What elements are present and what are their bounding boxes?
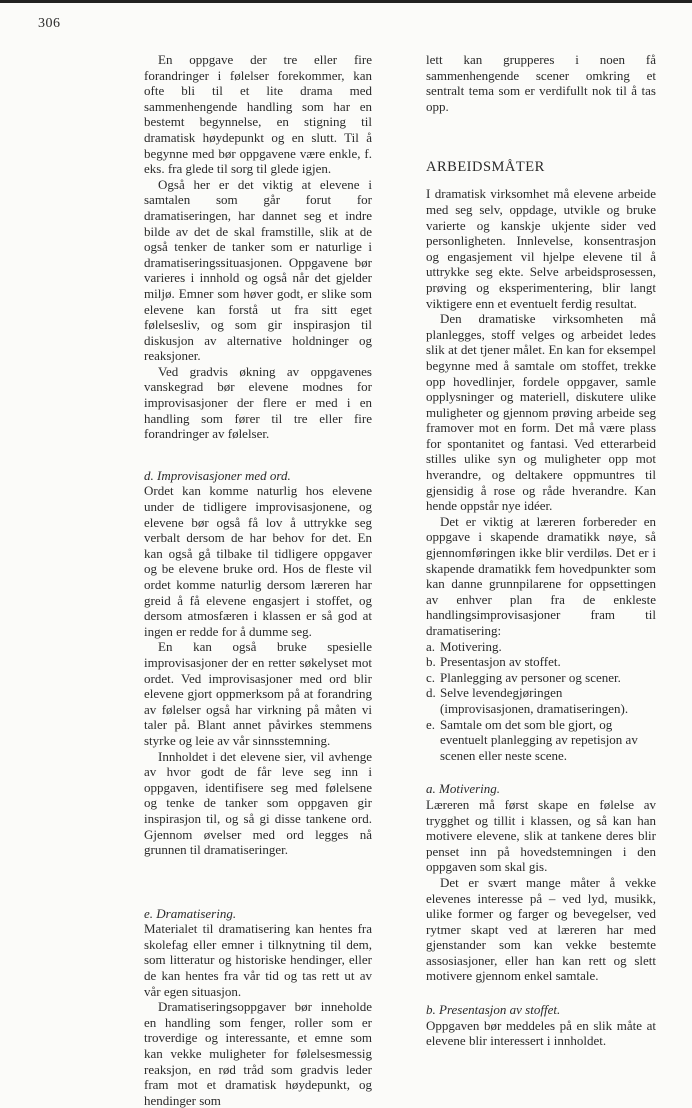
list-marker: c. <box>426 669 436 685</box>
hovedpunkter-list <box>426 639 656 764</box>
paragraph: Også her er det viktig at elevene i samtalen som går forut for dramatiseringen, har dannet seg et indre bilde av det de skal framstille, slik at de også tenker de tanker som er naturlige i dramatiseringssituasjonen. Oppgavene bør varieres i innhold og også når det gjelder miljø. Emner som høver godt, er slike som elevene kan forstå ut fra sitt eget følelsesliv, og som gir inspirasjon til diskusjon av alternative holdninger og reaksjoner. <box>144 176 372 364</box>
paragraph: Det er svært mange måter å vekke elevenes interesse på – ved lyd, musikk, ulike former og farger og bevegelser, ved rytmer skapt ved at læreren har med gjenstander som kan vekke bestemte assosiasjoner, eller han kan rett og slett motivere gjennom enkel samtale. <box>426 874 656 984</box>
spacer <box>144 858 372 906</box>
paragraph: lett kan grupperes i noen få sammenhengende scener omkring et sentralt tema som er verdifullt nok til å tas opp. <box>426 52 656 114</box>
left-column <box>144 52 372 1108</box>
paragraph: Den dramatiske virksomheten må planlegges, stoff velges og arbeidet ledes slik at det tjener målet. En kan for eksempel begynne med å samtale om stoffet, trekke opp hovedlinjer, fordele oppgaver, samle opplysninger og materiell, diskutere ulike muligheter og gjennom prøving arbeide seg framover mot en form. Det må være plass for spontanitet og fantasi. Ved etterarbeid stilles ulike syn og muligheter opp mot hverandre, og deltakere oppmuntres til gjensidig å rose og råde hverandre. Kan hende oppstår nye idéer. <box>426 311 656 514</box>
section-heading-e: e. Dramatisering. <box>144 905 237 921</box>
spacer <box>144 442 372 468</box>
paragraph: I dramatisk virksomhet må elevene arbeide med seg selv, oppdage, utvikle og bruke varierte og kanskje ukjente sider ved personligheten. Innlevelse, konsentrasjon og engasjement vil hjelpe elevene til å uttrykke seg ekte. Selve arbeidsprosessen, prøving og eksperimentering, blir langt viktigere enn et eventuelt ferdig resultat. <box>426 186 656 311</box>
right-column <box>426 52 656 1049</box>
list-item <box>426 670 656 686</box>
section-heading-b: b. Presentasjon av stoffet. <box>426 1002 561 1018</box>
paragraph: En kan også bruke spesielle improvisasjoner der en retter søkelyset mot ordet. Ved improvisasjoner med ord blir elevene gjort oppmerksom på at forandring av følelser også har virkning på måten vi taler på. Blant annet påvirkes stemmens styrke og leie av vår sinnsstemning. <box>144 639 372 748</box>
spacer <box>426 114 656 158</box>
list-marker: a. <box>426 638 436 654</box>
list-text: Presentasjon av stoffet. <box>440 654 561 670</box>
paragraph: Ved gradvis økning av oppgavenes vanskegrad bør elevene modnes for improvisasjoner der flere er med i en handling som fører til tre eller fire forandringer av følelser. <box>144 363 372 442</box>
top-rule <box>0 0 692 3</box>
paragraph: En oppgave der tre eller fire forandringer i følelser forekommer, kan ofte bli til et lite drama med sammenhengende handling som har en bestemt begynnelse, en stigning til dramatisk høydepunkt og en slutt. Til å begynne med bør oppgavene være enkle, f. eks. fra glede til sorg til glede igjen. <box>144 52 372 177</box>
list-item <box>426 685 656 716</box>
spacer <box>426 984 656 1002</box>
list-marker: b. <box>426 654 436 670</box>
section-heading-a: a. Motivering. <box>426 781 501 797</box>
paragraph: Læreren må først skape en følelse av trygghet og tillit i klassen, og så kan han motivere elevene, slik at tankene deres blir penset inn på hovedstemningen i den oppgaven som skal gis. <box>426 796 656 875</box>
paragraph: Ordet kan komme naturlig hos elevene under de tidligere improvisasjonene, og elevene bør også få lov å uttrykke seg verbalt dersom de har behov for det. En kan også gå tilbake til tidligere oppgaver og be elevene bruke ord. Hos de fleste vil ordet komme naturlig dersom læreren har greid å få elevene engasjert i stoffet, og dersom atmosfæren i klassen er så god at ingen er redde for å dumme seg. <box>144 483 372 639</box>
paragraph: Materialet til dramatisering kan hentes fra skolefag eller emner i tilknytning til dem, som litteratur og historiske hendinger, eller de kan hentes fra vår tid og tas rett ut av vår egen situasjon. <box>144 921 372 999</box>
list-item <box>426 717 656 764</box>
paragraph: Innholdet i det elevene sier, vil avhenge av hvor godt de får leve seg inn i oppgaven, identifisere seg med følelsene og tenke de tanker som oppgaven gir inspirasjon til, og så gi disse tankene ord. Gjennom øvelser med ord legges nå grunnen til dramatiseringer. <box>144 748 372 858</box>
list-item <box>426 654 656 670</box>
section-heading-arbeidsmater: ARBEIDSMÅTER <box>426 159 545 176</box>
list-marker: d. <box>426 685 436 701</box>
list-text: Selve levendegjøringen (improvisasjonen, dramatiseringen). <box>440 685 629 716</box>
list-text: Planlegging av personer og scener. <box>440 669 621 685</box>
paragraph: Det er viktig at læreren forbereder en oppgave i skapende dramatikk nøye, så gjennomføringen ikke blir verdiløs. Det er i skapende dramatikk fem hovedpunkter som kan danne grunnpilarene for oppsettingen av enhver plan fra de enkleste handlingsimprovisasjoner fram til dramatisering: <box>426 513 656 638</box>
spacer <box>426 763 656 781</box>
list-item <box>426 639 656 655</box>
list-text: Samtale om det som ble gjort, og eventuelt planlegging av repetisjon av scenen eller neste scene. <box>440 716 638 763</box>
paragraph: Oppgaven bør meddeles på en slik måte at elevene blir interessert i innholdet. <box>426 1017 656 1049</box>
paragraph: Dramatiseringsoppgaver bør inneholde en handling som fenger, roller som er troverdige og interessante, et emne som kan vekke muligheter for følelsesmessig reaksjon, en rød tråd som gradvis leder fram mot et dramatisk høydepunkt, og hendinger som <box>144 999 372 1108</box>
list-marker: e. <box>426 716 436 732</box>
list-text: Motivering. <box>440 638 502 654</box>
section-heading-d: d. Improvisasjoner med ord. <box>144 467 291 483</box>
page-number: 306 <box>38 16 61 31</box>
